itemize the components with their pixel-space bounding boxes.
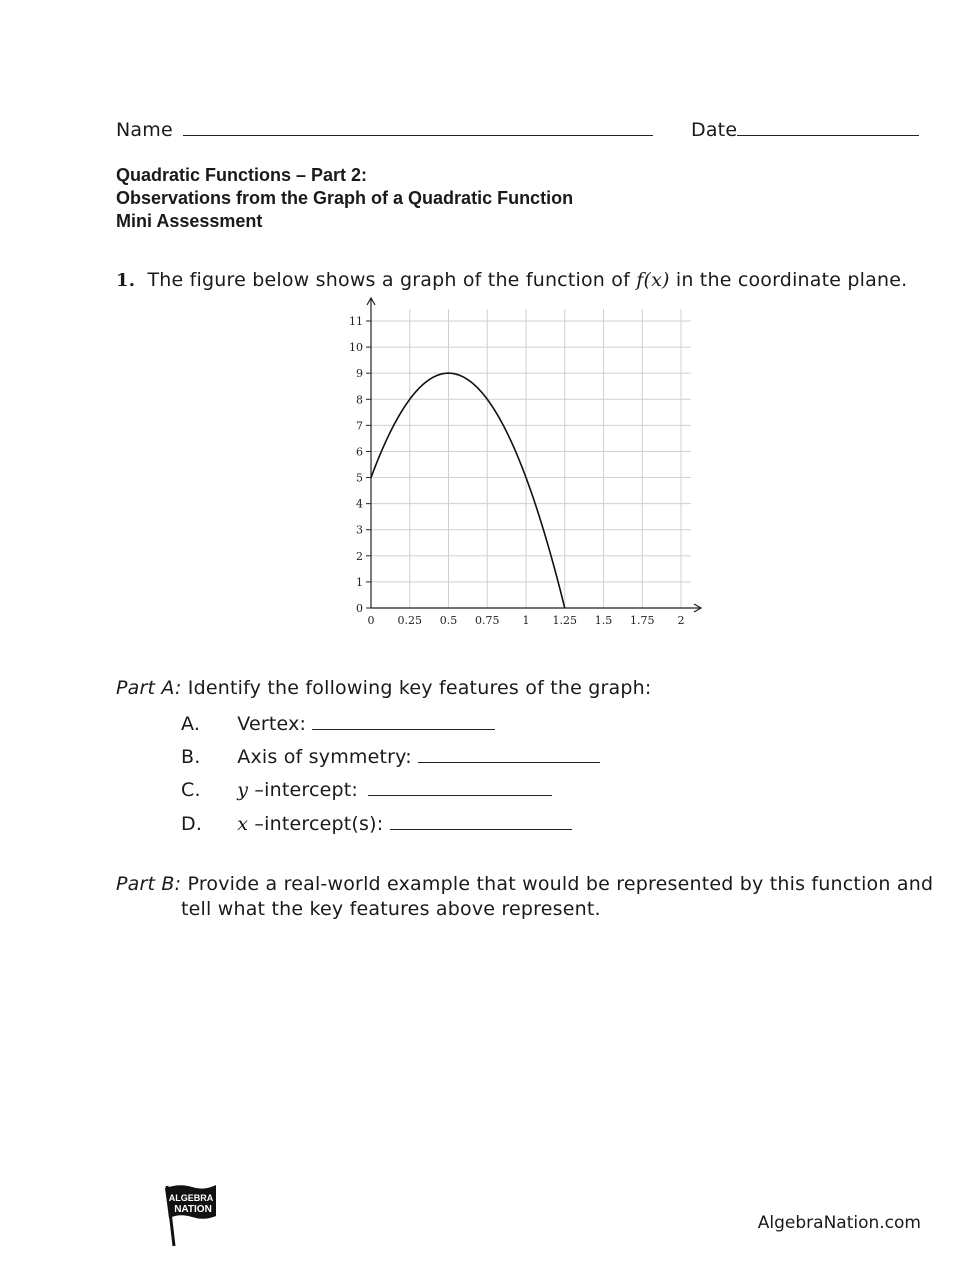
y-tick-label-6: 6 [356,445,363,459]
y-tick-label-1: 1 [356,575,363,589]
date-label: Date [691,119,738,141]
y-intercept-blank[interactable] [368,777,552,796]
title-line-3: Mini Assessment [116,211,263,231]
x-tick-label-1.5: 1.5 [594,614,613,627]
name-label: Name [116,119,173,141]
question-text-before: The figure below shows a graph of the function of [147,269,637,291]
date-blank[interactable] [737,117,919,136]
logo-text-1: ALGEBRA [168,1193,214,1203]
x-tick-label-0.75: 0.75 [475,614,500,627]
part-a-text: Identify the following key features of the graph: [181,677,652,699]
chart-axes [366,298,701,612]
item-a-letter: A. [181,713,201,735]
function-notation: f(x) [636,269,670,291]
y-tick-label-0: 0 [356,602,363,615]
title-line-1: Quadratic Functions – Part 2: [116,165,368,185]
item-c-letter: C. [181,779,201,801]
question-text-after: in the coordinate plane. [669,269,908,291]
x-tick-label-0.5: 0.5 [439,614,458,627]
title-line-2: Observations from the Graph of a Quadratic Function [116,188,574,208]
assessment-title [116,164,573,233]
y-tick-label-7: 7 [356,419,363,433]
item-c-text: –intercept: [248,779,359,801]
x-tick-label-0.25: 0.25 [397,614,422,627]
x-tick-label-1.75: 1.75 [630,614,655,627]
item-b-letter: B. [181,746,201,768]
item-d-var: x [237,813,249,835]
x-tick-label-1.25: 1.25 [552,614,577,627]
logo-text-2: NATION [174,1204,212,1215]
y-tick-label-8: 8 [356,393,363,407]
y-tick-labels [349,315,363,615]
question-number: 1. [116,270,136,291]
footer-url: AlgebraNation.com [757,1213,921,1233]
item-d-text: –intercept(s): [248,813,384,835]
series-line-fx [371,373,565,608]
part-a-label: Part A: [116,677,182,699]
name-field[interactable] [116,117,653,141]
x-intercepts-blank[interactable] [390,811,572,830]
chart-grid [371,309,691,608]
y-tick-label-4: 4 [356,497,363,511]
name-blank[interactable] [183,117,653,136]
item-a-text: Vertex: [237,713,307,735]
y-tick-label-10: 10 [349,341,363,355]
item-d [181,811,572,835]
axis-of-symmetry-blank[interactable] [418,744,600,763]
part-b-label: Part B: [116,873,182,895]
x-tick-label-1: 1 [522,614,530,627]
item-d-letter: D. [181,813,203,835]
item-c [181,777,552,801]
x-tick-labels [368,614,685,627]
item-b [181,744,600,768]
part-b-line-1: Provide a real-world example that would be represented by this function and [181,873,934,895]
x-tick-label-2: 2 [677,614,685,627]
x-tick-label-0: 0 [367,614,375,627]
y-tick-label-2: 2 [356,549,363,563]
item-a [181,711,495,735]
item-c-var: y [237,779,249,801]
item-b-text: Axis of symmetry: [237,746,412,768]
y-tick-label-11: 11 [349,315,363,328]
y-tick-label-5: 5 [356,471,363,485]
function-graph [330,290,710,635]
algebra-nation-logo [160,1183,222,1249]
vertex-blank[interactable] [312,711,495,730]
y-tick-label-3: 3 [356,523,363,537]
question-1 [116,269,907,291]
part-b-prompt [116,873,933,895]
part-a-prompt [116,677,651,699]
date-field[interactable] [691,117,919,141]
part-b-line-2: tell what the key features above represent. [181,898,601,920]
y-tick-label-9: 9 [356,367,363,381]
